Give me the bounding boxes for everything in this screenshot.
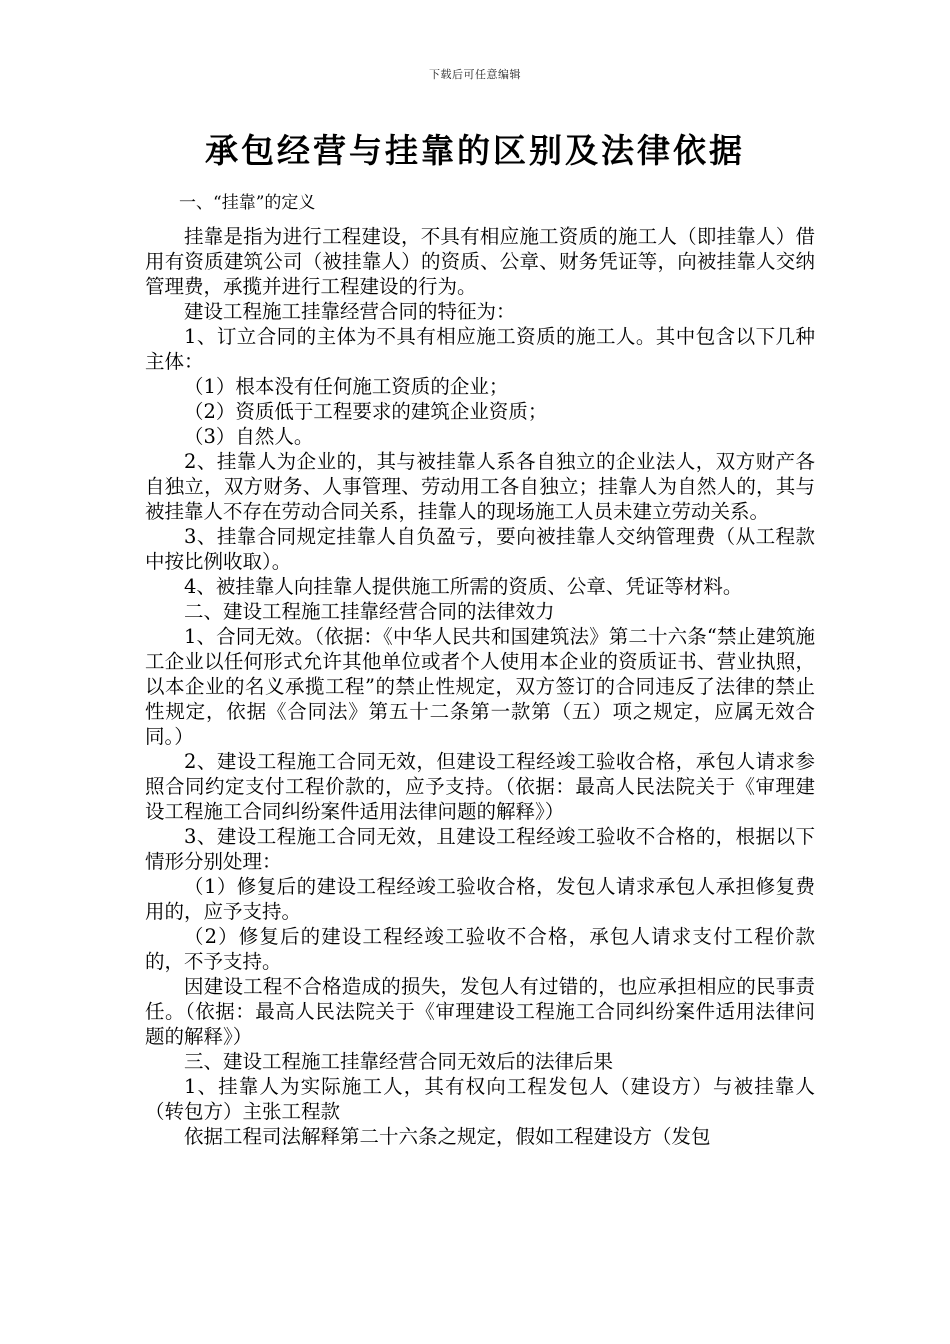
list-item: （1）修复后的建设工程经竣工验收合格，发包人请求承包人承担修复费用的，应予支持。 bbox=[145, 875, 815, 923]
document-body bbox=[145, 190, 815, 1149]
paragraph: 4、被挂靠人向挂靠人提供施工所需的资质、公章、凭证等材料。 bbox=[184, 575, 743, 598]
document-title: 承包经营与挂靠的区别及法律依据 bbox=[205, 131, 745, 170]
list-item: （2）资质低于工程要求的建筑企业资质； bbox=[184, 400, 548, 423]
section-heading-1: 一、“挂靠”的定义 bbox=[179, 193, 316, 213]
paragraph: 2、建设工程施工合同无效，但建设工程经竣工验收合格，承包人请求参照合同约定支付工程价款的，应予支持。（依据：最高人民法院关于《审理建设工程施工合同纠纷案件适用法律问题的解释》） bbox=[145, 750, 815, 823]
paragraph: 1、合同无效。（依据：《中华人民共和国建筑法》第二十六条“禁止建筑施工企业以任何形式允许其他单位或者个人使用本企业的资质证书、营业执照，以本企业的名义承揽工程”的禁止性规定，双方签订的合同违反了法律的禁止性规定，依据《合同法》第五十二条第一款第（五）项之规定，应属无效合同。） bbox=[145, 625, 815, 748]
section-heading-2: 二、建设工程施工挂靠经营合同的法律效力 bbox=[184, 600, 555, 623]
list-item: （1）根本没有任何施工资质的企业； bbox=[184, 375, 509, 398]
paragraph: 3、建设工程施工合同无效，且建设工程经竣工验收不合格的，根据以下情形分别处理： bbox=[145, 825, 815, 873]
header-note: 下载后可任意编辑 bbox=[429, 68, 521, 81]
paragraph: 因建设工程不合格造成的损失，发包人有过错的，也应承担相应的民事责任。（依据：最高人民法院关于《审理建设工程施工合同纠纷案件适用法律问题的解释》） bbox=[145, 975, 815, 1048]
list-item: （3）自然人。 bbox=[184, 425, 314, 448]
section-heading-3: 三、建设工程施工挂靠经营合同无效后的法律后果 bbox=[184, 1050, 614, 1073]
paragraph: 2、挂靠人为企业的，其与被挂靠人系各自独立的企业法人，双方财产各自独立，双方财务、人事管理、劳动用工各自独立；挂靠人为自然人的，其与被挂靠人不存在劳动合同关系，挂靠人的现场施工人员未建立劳动关系。 bbox=[145, 450, 815, 523]
paragraph: 依据工程司法解释第二十六条之规定，假如工程建设方（发包 bbox=[184, 1125, 711, 1148]
paragraph: 1、订立合同的主体为不具有相应施工资质的施工人。其中包含以下几种主体： bbox=[145, 325, 815, 373]
paragraph: 挂靠是指为进行工程建设，不具有相应施工资质的施工人（即挂靠人）借用有资质建筑公司（被挂靠人）的资质、公章、财务凭证等，向被挂靠人交纳管理费，承揽并进行工程建设的行为。 bbox=[145, 225, 815, 298]
list-item: （2）修复后的建设工程经竣工验收不合格，承包人请求支付工程价款的，不予支持。 bbox=[145, 925, 815, 973]
paragraph: 3、挂靠合同规定挂靠人自负盈亏，要向被挂靠人交纳管理费（从工程款中按比例收取）。 bbox=[145, 525, 815, 573]
paragraph: 1、挂靠人为实际施工人，其有权向工程发包人（建设方）与被挂靠人（转包方）主张工程款 bbox=[145, 1075, 815, 1123]
paragraph: 建设工程施工挂靠经营合同的特征为： bbox=[184, 300, 516, 323]
